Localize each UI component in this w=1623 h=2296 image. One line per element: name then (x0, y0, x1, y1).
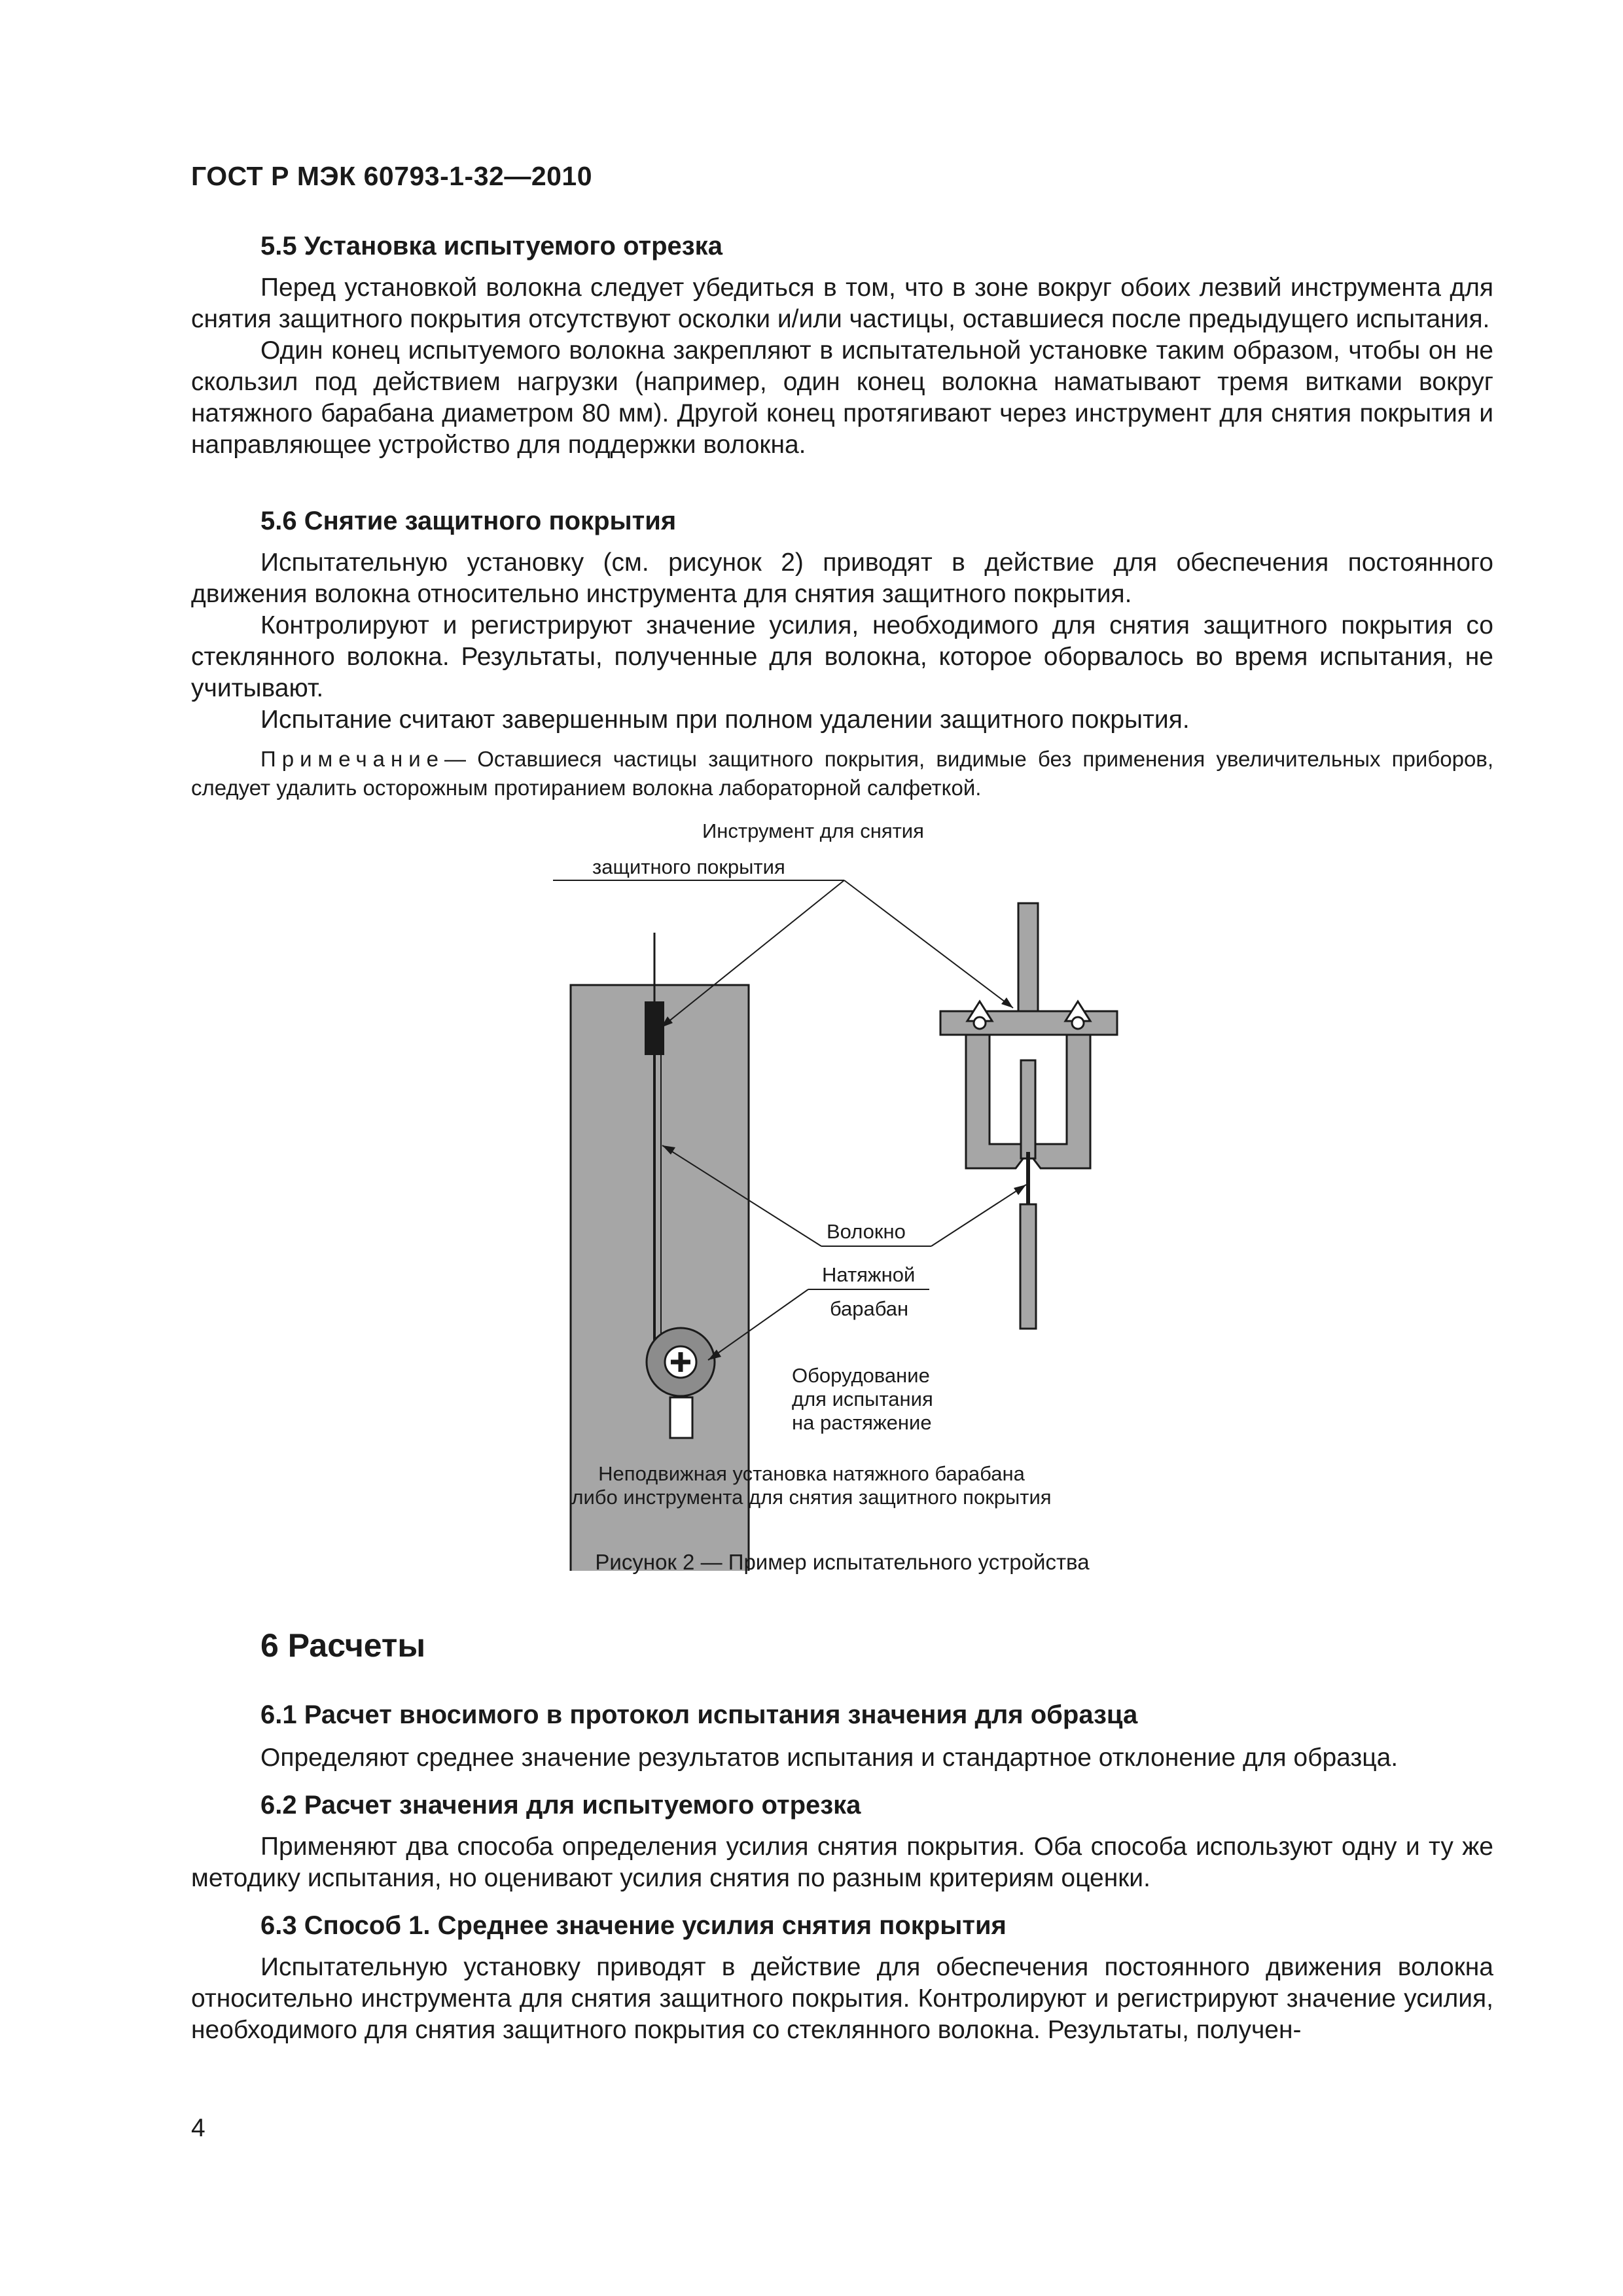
section-6-title: 6 Расчеты (260, 1627, 426, 1664)
note (191, 745, 1493, 802)
paragraph: Испытание считают завершенным при полном удалении защитного покрытия. (260, 706, 1190, 734)
label-equipment-line2: для испытания (792, 1388, 933, 1410)
arrow-head (1001, 997, 1013, 1008)
label-equipment-line1: Оборудование (792, 1364, 930, 1387)
section-5-5-body (191, 272, 1493, 461)
drum-mount (670, 1397, 692, 1438)
arrow-head (1014, 1185, 1026, 1195)
label-drum-line2: барабан (830, 1297, 909, 1320)
figure-2-diagram (0, 812, 1623, 1571)
label-fixed-line1: Неподвижная установка натяжного барабана (598, 1462, 1025, 1485)
stripping-tool-block (645, 1001, 664, 1055)
figure-caption: Рисунок 2 — Пример испытательного устройства (595, 1550, 1090, 1574)
leader-line (931, 1185, 1026, 1246)
document-header: ГОСТ Р МЭК 60793-1-32—2010 (191, 161, 593, 191)
label-fiber: Волокно (827, 1220, 906, 1243)
lower-rod (1020, 1204, 1036, 1329)
pivot-right (1072, 1017, 1084, 1029)
section-5-6-title: 5.6 Снятие защитного покрытия (260, 507, 677, 535)
section-6-1-body (191, 1742, 1493, 1774)
paragraph: Определяют среднее значение результатов испытания и стандартное отклонение для образца. (260, 1744, 1399, 1772)
section-6-2-title: 6.2 Расчет значения для испытуемого отрезка (260, 1791, 861, 1820)
pivot-left (974, 1017, 986, 1029)
upper-rod (1018, 903, 1038, 1014)
label-drum-line1: Натяжной (822, 1263, 916, 1286)
paragraph: Контролируют и регистрируют значение усилия, необходимого для снятия защитного покрытия со стеклянного волокна. Результаты, полученные для волокна, которое оборвалось во время испытания, не учитывают. (191, 611, 1493, 702)
section-6-3-title: 6.3 Способ 1. Среднее значение усилия снятия покрытия (260, 1911, 1007, 1940)
section-5-5-title: 5.5 Установка испытуемого отрезка (260, 232, 722, 260)
label-fixed-line2: либо инструмента для снятия защитного покрытия (571, 1486, 1052, 1509)
section-6-1-title: 6.1 Расчет вносимого в протокол испытания значения для образца (260, 1700, 1138, 1729)
paragraph: Испытательную установку (см. рисунок 2) приводят в действие для обеспечения постоянного движения волокна относительно инструмента для снятия защитного покрытия. (191, 548, 1493, 608)
note-text: — Оставшиеся частицы защитного покрытия, видимые без применения увеличительных приборов, следует удалить осторожным протиранием волокна лабораторной салфеткой. (191, 747, 1493, 800)
paragraph: Применяют два способа определения усилия снятия покрытия. Оба способа используют одну и ту же методику испытания, но оценивают усилия снятия по разным критериям оценки. (191, 1833, 1493, 1892)
section-6-3-body (191, 1952, 1493, 2046)
paragraph: Один конец испытуемого волокна закрепляют в испытательной установке таким образом, чтобы он не скользил под действием нагрузки (например, один конец волокна наматывают тремя витками вокруг натяжного барабана диаметром 80 мм). Другой конец протягивают через инструмент для снятия покрытия и направляющее устройство для поддержки волокна. (191, 336, 1493, 459)
crossbar (940, 1011, 1117, 1035)
label-equipment-line3: на растяжение (792, 1411, 932, 1434)
label-tool-line1: Инструмент для снятия (702, 819, 924, 842)
section-5-6-body (191, 547, 1493, 736)
section-6-2-body (191, 1831, 1493, 1894)
paragraph: Испытательную установку приводят в действие для обеспечения постоянного движения волокна относительно инструмента для снятия защитного покрытия. Контролируют и регистрируют значение усилия, необходимого для снятия защитного покрытия со стеклянного волокна. Результаты, получен- (191, 1953, 1493, 2044)
leader-line (844, 880, 1013, 1008)
label-tool-line2: защитного покрытия (592, 855, 785, 878)
note-label: Примечание (260, 747, 445, 771)
paragraph: Перед установкой волокна следует убедиться в том, что в зоне вокруг обоих лезвий инструмента для снятия защитного покрытия отсутствуют осколки и/или частицы, оставшиеся после предыдущего испытания. (191, 274, 1493, 333)
leader-line (661, 880, 844, 1028)
page-number: 4 (191, 2114, 205, 2142)
inner-rod (1021, 1060, 1035, 1158)
